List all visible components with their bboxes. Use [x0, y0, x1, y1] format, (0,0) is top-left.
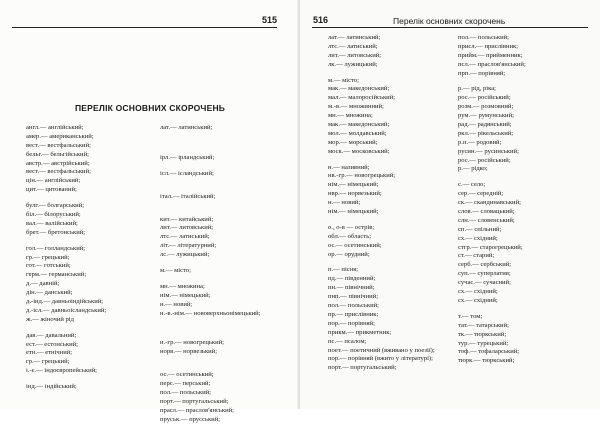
left-page — [0, 0, 300, 423]
abbreviation-entry: сучас.— сучасний; — [458, 279, 511, 287]
entry-spacer — [26, 195, 154, 202]
abbreviation-entry: н.— новий; — [160, 300, 193, 308]
abbreviation-entry: лс.— лужицький; — [160, 251, 210, 259]
abbreviation-entry: мор.— морський; — [328, 138, 378, 146]
abbreviation-entry: вест.— вестфальський; — [26, 168, 91, 176]
entry-spacer — [160, 133, 292, 140]
abbreviation-entry: русин.— русинський; — [458, 147, 519, 155]
abbreviation-entry: нім.— німецький; — [328, 208, 379, 216]
abbreviation-entry: прасл.— праслов'янський; — [160, 406, 235, 414]
abbreviation-entry: моск.— московський; — [328, 147, 390, 155]
abbreviation-entry: о., о-в — острів; — [328, 223, 375, 231]
abbreviation-entry: мол.— молдавський; — [328, 129, 387, 137]
entry-spacer — [458, 306, 596, 313]
abbreviation-entry: р.— рід, ріка; — [458, 85, 496, 93]
abbreviation-column-left — [26, 124, 154, 392]
abbreviation-entry: гр.— грецький; — [26, 358, 70, 366]
entry-spacer — [160, 140, 292, 147]
abbreviation-entry: розм.— розмовний; — [458, 103, 514, 111]
abbreviation-entry: мн.— множина; — [328, 112, 373, 120]
abbreviation-entry: стгр.— старогрецький; — [458, 243, 523, 251]
abbreviation-entry: нвр.— норвезький; — [328, 190, 382, 198]
abbreviation-entry: с.— село; — [458, 181, 486, 189]
abbreviation-entry: лит.— литовський; — [160, 224, 214, 232]
abbreviation-entry: дін.— данський; — [26, 289, 73, 297]
abbreviation-entry: слов.— словацький; — [458, 208, 515, 216]
abbreviation-entry: пор.— порівняй (вжито у літературі); — [328, 355, 433, 363]
abbreviation-entry: м.-в.— множинний; — [328, 103, 384, 111]
abbreviation-entry: кит.— китайський; — [160, 215, 214, 223]
entry-spacer — [328, 70, 470, 77]
abbreviation-entry: нв.-гр.— новогрецький; — [328, 172, 396, 180]
running-title: Перелік основних скорочень — [393, 16, 506, 26]
abbreviation-entry: літ.— літературний; — [160, 242, 217, 250]
abbreviation-entry: гол.— голландський; — [26, 244, 86, 252]
abbreviation-entry: прийм.— прийменник; — [458, 51, 523, 59]
entry-spacer — [160, 163, 292, 170]
abbreviation-entry: р.— рідко; — [458, 165, 488, 173]
abbreviation-entry: вест.— вестфальський; — [26, 141, 91, 149]
abbreviation-entry: сер.— середній; — [458, 190, 504, 198]
abbreviation-entry: ірл.— ірландський; — [160, 153, 215, 161]
entry-spacer — [328, 217, 470, 224]
abbreviation-entry: етн.— етнічний; — [26, 349, 73, 357]
abbreviation-entry: пд.— південний; — [328, 275, 376, 283]
abbreviation-entry: поет.— поетичний (вживано у поезії); — [328, 346, 435, 354]
abbreviation-entry: нім.— німецький; — [328, 181, 379, 189]
abbreviation-entry: сх.— східний; — [458, 288, 498, 296]
abbreviation-entry: пор.— порівняй; — [328, 319, 376, 327]
abbreviation-entry: прп.— порівняй; — [458, 69, 506, 77]
abbreviation-column-left — [328, 34, 470, 373]
abbreviation-entry: ск.— скандинавський; — [458, 199, 521, 207]
abbreviation-entry: лтс.— латиський; — [328, 42, 378, 50]
abbreviation-entry: пол.— польський; — [160, 389, 211, 397]
header-rule — [12, 27, 277, 28]
entry-spacer — [160, 332, 292, 339]
abbreviation-entry: пнп.— північний; — [328, 293, 379, 301]
abbreviation-entry: брет.— бретонський; — [26, 228, 86, 236]
abbreviation-column-right — [458, 34, 596, 366]
abbreviation-entry: пруськ.— прусський; — [160, 415, 221, 423]
abbreviation-entry: мак.— македонський; — [328, 85, 390, 93]
abbreviation-entry: серб.— сербський; — [458, 261, 512, 269]
abbreviation-entry: тат.— татарський; — [458, 321, 509, 329]
abbreviation-entry: лат.— латинський; — [328, 34, 381, 41]
abbreviation-entry: присл.— прислівник; — [458, 42, 519, 50]
abbreviation-entry: булг.— болгарський; — [26, 202, 85, 210]
abbreviation-entry: біл.— білоруський; — [26, 211, 81, 219]
abbreviation-entry: тюрк.— тюркський; — [458, 357, 515, 365]
abbreviation-entry: д.-інд.— давньоіндійський; — [26, 298, 104, 306]
abbreviation-entry: пр.— прислівник; — [328, 310, 379, 318]
abbreviation-entry: п.— пісня; — [328, 266, 359, 274]
abbreviation-entry: сх.— східний; — [458, 296, 498, 304]
abbreviation-entry: ркл.— рікельський; — [458, 129, 514, 137]
abbreviation-entry: мн.— множина; — [160, 282, 205, 290]
abbreviation-entry: австр.— австрійський; — [26, 159, 90, 167]
abbreviation-entry: італ.— італійський; — [160, 192, 216, 200]
entry-spacer — [26, 238, 154, 245]
abbreviation-entry: лтс.— латиський; — [160, 233, 210, 241]
abbreviation-entry: мал.— малоросійський; — [328, 94, 396, 102]
abbreviation-entry: порт.— португальський; — [328, 364, 397, 372]
abbreviation-entry: пол.— польський; — [328, 302, 379, 310]
abbreviation-entry: н.-в.-нім.— нововерхньонімецький; — [160, 309, 261, 317]
abbreviation-entry: рос.— російський; — [458, 94, 511, 102]
page-title: ПЕРЕЛІК ОСНОВНИХ СКОРОЧЕНЬ — [75, 103, 226, 113]
abbreviation-entry: суп.— суперлатив; — [458, 270, 511, 278]
abbreviation-entry: пн.— північний; — [328, 284, 375, 292]
entry-spacer — [160, 147, 292, 154]
abbreviation-entry: пс.— псалом; — [328, 337, 367, 345]
entry-spacer — [160, 325, 292, 332]
entry-spacer — [458, 78, 596, 85]
abbreviation-entry: інд.— індійський; — [26, 383, 77, 391]
entry-spacer — [458, 174, 596, 181]
abbreviation-entry: ос.— осетинський; — [160, 371, 214, 379]
entry-spacer — [160, 209, 292, 216]
abbreviation-entry: обл.— область; — [328, 232, 372, 240]
entry-spacer — [26, 325, 154, 332]
abbreviation-entry: тк.— тюркський; — [458, 330, 507, 338]
abbreviation-entry: порт.— португальський; — [160, 397, 229, 405]
abbreviation-entry: цін.— англійський; — [26, 177, 81, 185]
entry-spacer — [26, 376, 154, 383]
entry-spacer — [160, 276, 292, 283]
abbreviation-entry: ісл.— ісландський; — [160, 169, 214, 177]
abbreviation-entry: нім.— німецький; — [160, 291, 211, 299]
abbreviation-entry: р.п.— родовий; — [458, 138, 502, 146]
abbreviation-entry: амер.— американський; — [26, 132, 94, 140]
abbreviation-entry: псл.— праслов'янський; — [458, 60, 526, 68]
abbreviation-entry: прикм.— прикметник; — [328, 328, 392, 336]
entry-spacer — [160, 364, 292, 371]
abbreviation-entry: лк.— лужицький; — [328, 60, 378, 68]
abbreviation-entry: англ.— англійський; — [26, 124, 84, 131]
abbreviation-entry: слн.— словенський; — [458, 216, 515, 224]
abbreviation-entry: рос.— російський; — [458, 156, 511, 164]
abbreviation-entry: мак.— македонський; — [328, 121, 390, 129]
abbreviation-entry: пол.— польський; — [458, 34, 509, 41]
abbreviation-entry: м.— місто; — [328, 76, 359, 84]
abbreviation-entry: норв.— норвезький; — [160, 348, 218, 356]
entry-spacer — [160, 318, 292, 325]
abbreviation-column-right — [160, 124, 292, 425]
abbreviation-entry: сх.— східний; — [458, 234, 498, 242]
abbreviation-entry: тур.— турецький; — [458, 339, 509, 347]
abbreviation-entry: д.— давній; — [26, 280, 60, 288]
abbreviation-entry: бельг.— бельгійський; — [26, 150, 89, 158]
header-rule — [312, 27, 588, 28]
abbreviation-entry: м.— місто; — [160, 267, 191, 275]
abbreviation-entry: сп.— спільний; — [458, 225, 502, 233]
abbreviation-entry: н.— новий; — [328, 199, 361, 207]
entry-spacer — [160, 202, 292, 209]
abbreviation-entry: герм.— германський; — [26, 271, 87, 279]
abbreviation-entry: т.— том; — [458, 312, 483, 320]
abbreviation-entry: дав.— давальний; — [26, 331, 77, 339]
entry-spacer — [328, 157, 470, 164]
abbreviation-entry: і.-є.— індоєвропейський; — [26, 367, 97, 375]
entry-spacer — [160, 179, 292, 186]
abbreviation-entry: рум.— румунський; — [458, 112, 514, 120]
abbreviation-entry: ест.— естонський; — [26, 340, 78, 348]
entry-spacer — [160, 186, 292, 193]
abbreviation-entry: гр.— грецький; — [26, 253, 70, 261]
page-number: 515 — [262, 15, 278, 25]
abbreviation-entry: тоф.— тофаларський; — [458, 348, 520, 356]
entry-spacer — [160, 357, 292, 364]
abbreviation-entry: ор.— орудний; — [328, 250, 370, 258]
abbreviation-entry: д.-ісл.— давньоісландський; — [26, 306, 107, 314]
abbreviation-entry: ж.— жіночий рід — [26, 315, 74, 323]
entry-spacer — [160, 260, 292, 267]
abbreviation-entry: лит.— литовський; — [328, 51, 382, 59]
abbreviation-entry: цит.— цитований; — [26, 186, 77, 194]
page-number: 516 — [313, 15, 329, 25]
abbreviation-entry: рад.— радянський; — [458, 121, 512, 129]
abbreviation-entry: н.-гр.— новогрецький; — [160, 339, 225, 347]
abbreviation-entry: перс.— перський; — [160, 380, 211, 388]
abbreviation-entry: лат.— латинський; — [160, 124, 213, 131]
entry-spacer — [328, 259, 470, 266]
abbreviation-entry: гот.— готський; — [26, 262, 71, 270]
abbreviation-entry: ос.— осетинський; — [328, 241, 382, 249]
abbreviation-entry: вал.— валійський; — [26, 219, 78, 227]
abbreviation-entry: н.— називний; — [328, 163, 370, 171]
abbreviation-entry: ст.— старий; — [458, 252, 495, 260]
right-page — [300, 0, 600, 409]
